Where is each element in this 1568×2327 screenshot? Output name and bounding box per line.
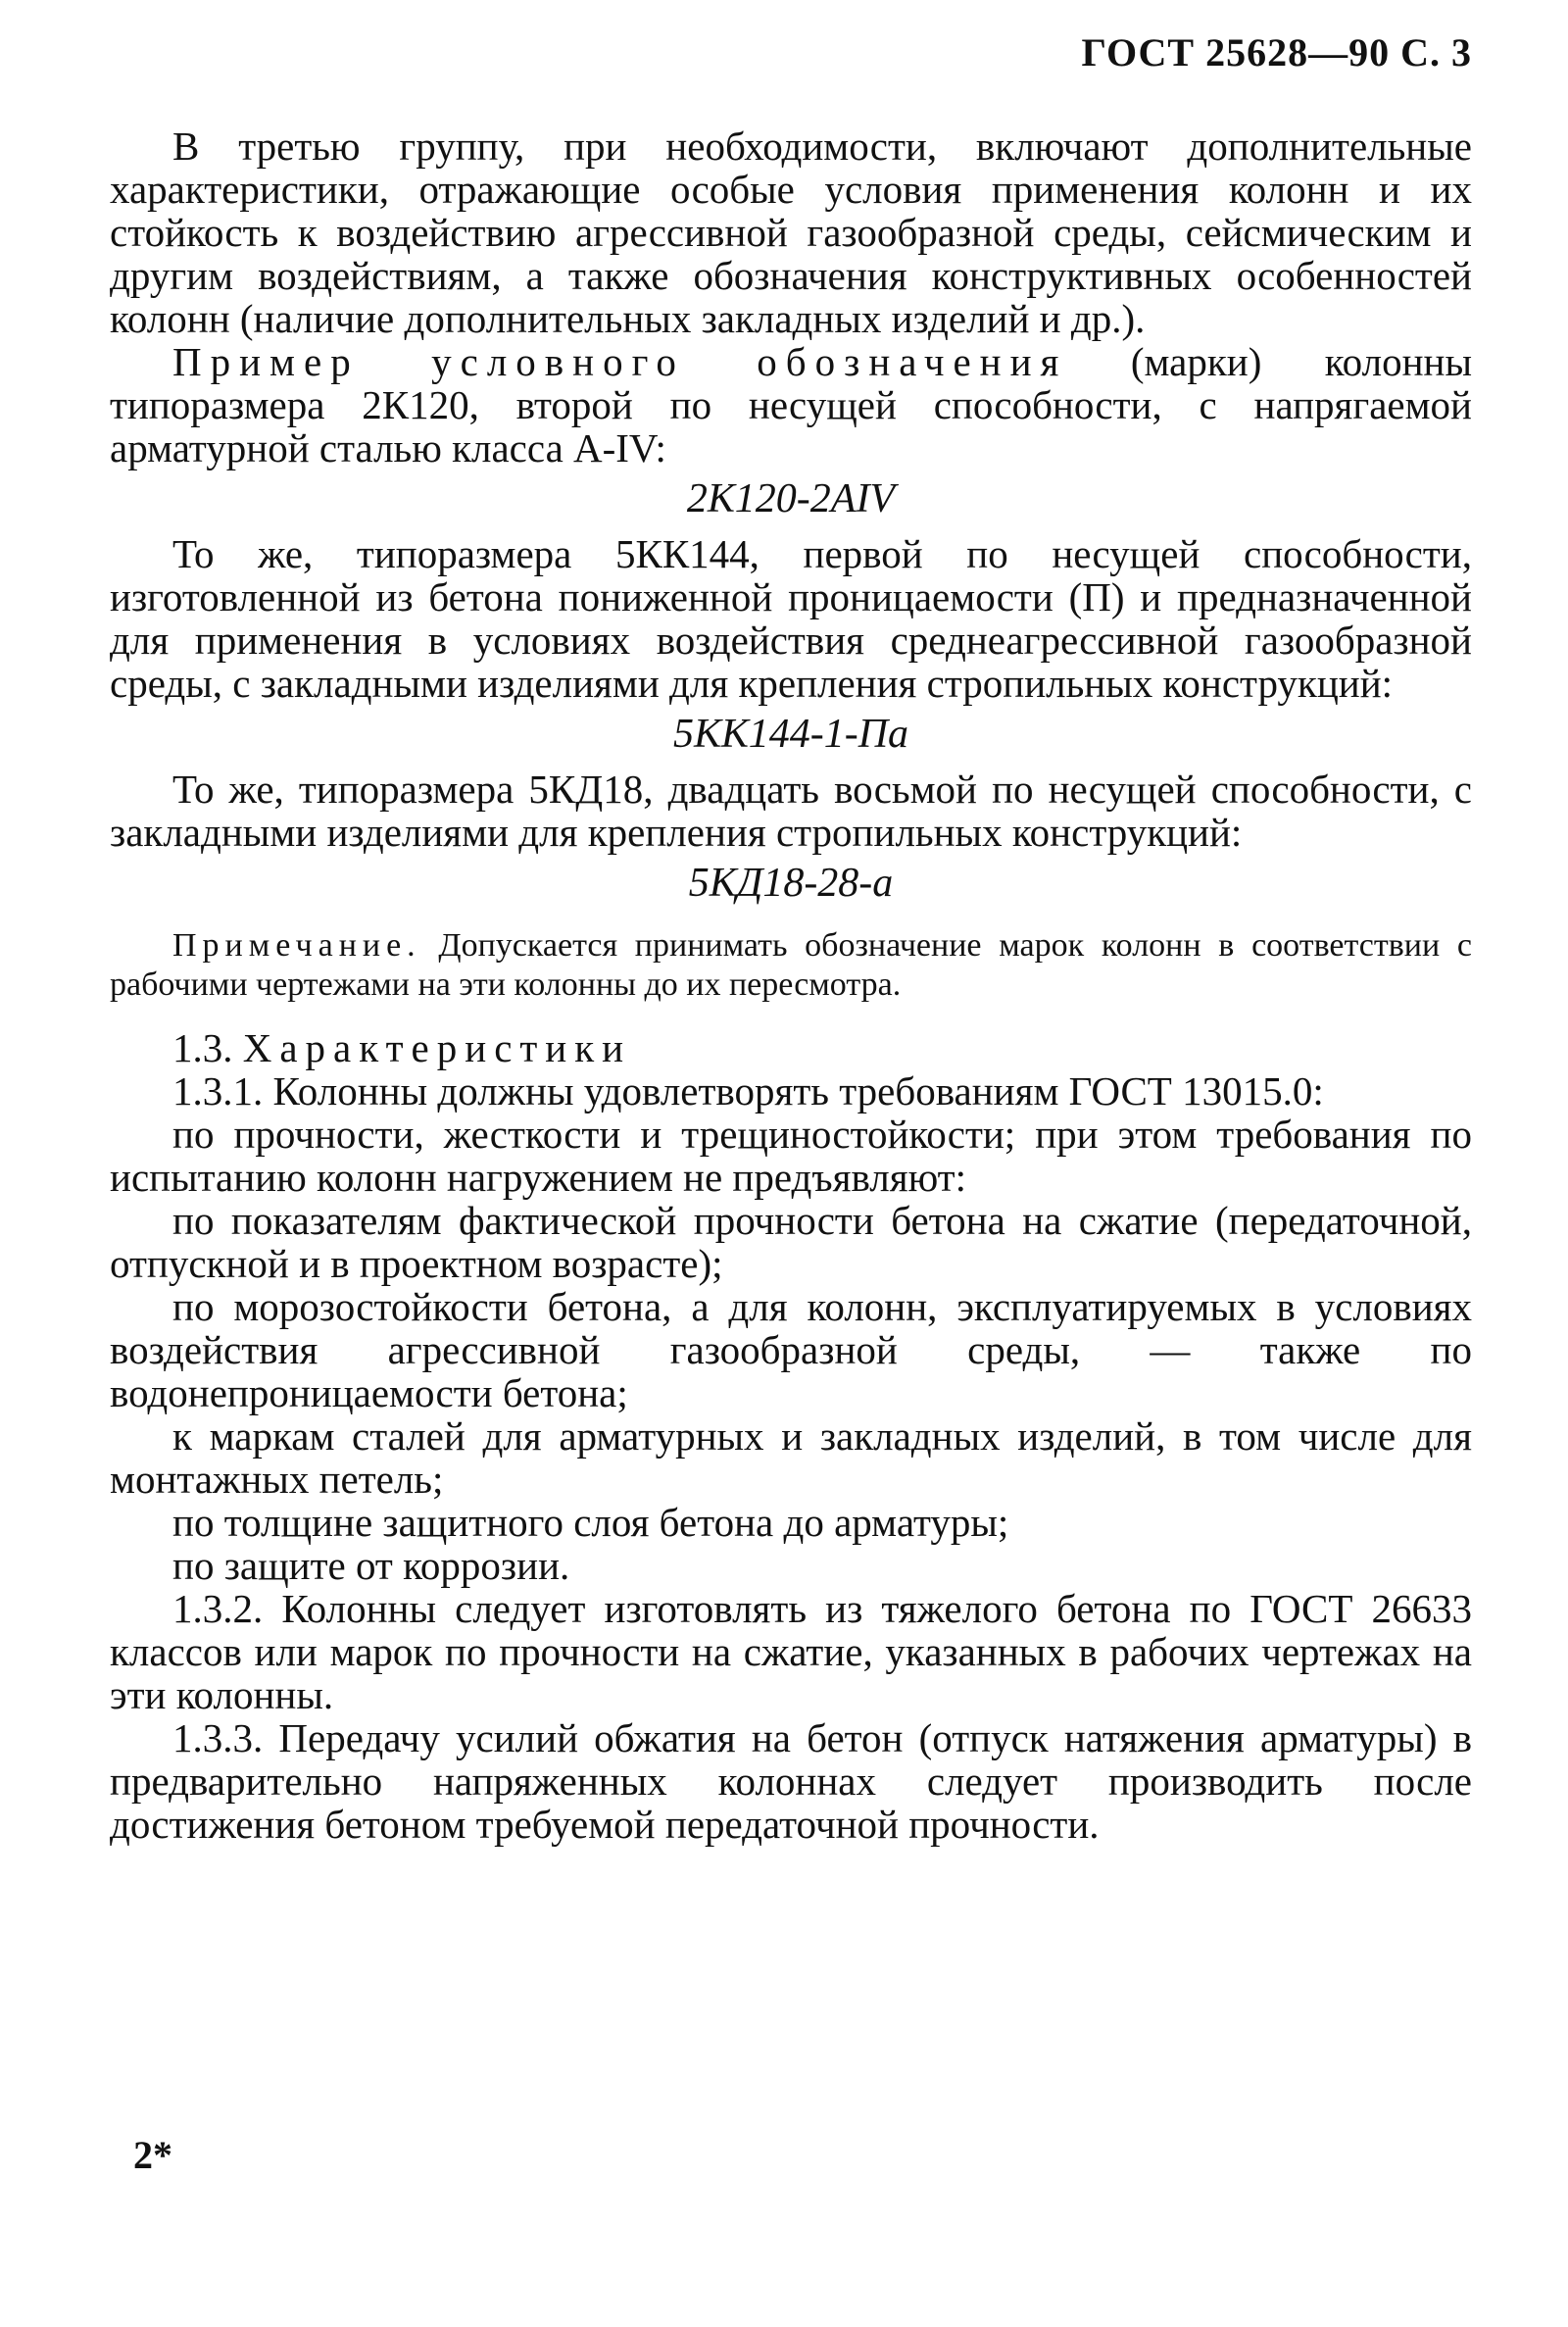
spaced-phrase: Пример условного обозначения — [172, 339, 1068, 384]
paragraph-example — [110, 340, 1472, 470]
section-heading: Характеристики — [242, 1025, 632, 1070]
note-label: Примечание. — [172, 927, 421, 964]
list-item: по защите от коррозии. — [172, 1543, 570, 1588]
list-item: по морозостойкости бетона, а для колонн, эксплуатируемых в условиях воздействия агрессивной газообразной среды, — также по водонепроницаемости бетона; — [110, 1284, 1472, 1415]
section-number: 1.3. — [172, 1025, 243, 1070]
designation-formula: 5КК144-1-Па — [672, 712, 909, 757]
note-text: Допускается принимать обозначение марок колонн в соответствии с рабочими чертежами на эти колонны до их пересмотра. — [110, 927, 1472, 1003]
designation-formula: 5КД18-28-а — [688, 861, 894, 906]
paragraph-text: (марки) колонны типоразмера 2К120, второй по несущей способности, с напрягаемой арматурной сталью класса A-IV: — [110, 339, 1472, 470]
list-item: к маркам сталей для арматурных и закладных изделий, в том числе для монтажных петель; — [110, 1413, 1472, 1502]
list-item: по толщине защитного слоя бетона до арматуры; — [172, 1500, 1009, 1545]
paragraph: 1.3.2. Колонны следует изготовлять из тяжелого бетона по ГОСТ 26633 классов или марок по прочности на сжатие, указанных в рабочих чертежах на эти колонны. — [110, 1586, 1472, 1717]
paragraph: То же, типоразмера 5КД18, двадцать восьмой по несущей способности, с закладными изделиями для крепления стропильных конструкций: — [110, 767, 1472, 855]
section-title — [110, 1026, 1472, 1069]
paragraph: В третью группу, при необходимости, включают дополнительные характеристики, отражающие особые условия применения колонн и их стойкость к воздействию агрессивной газообразной среды, сейсмическим и другим воздействиям, а также обозначения конструктивных особенностей колонн (наличие дополнительных закладных изделий и др.). — [110, 124, 1472, 341]
document-page — [110, 29, 1472, 1846]
paragraph: То же, типоразмера 5КК144, первой по несущей способности, изготовленной из бетона пониженной проницаемости (П) и предназначенной для применения в условиях воздействия среднеагрессивной газообразной среды, с закладными изделиями для крепления стропильных конструкций: — [110, 531, 1472, 706]
page-header: ГОСТ 25628—90 С. 3 — [1081, 30, 1472, 74]
designation-formula: 2К120-2AIV — [686, 476, 896, 521]
signature-mark: 2* — [133, 2133, 172, 2177]
note — [110, 926, 1472, 1005]
paragraph: 1.3.1. Колонны должны удовлетворять требованиям ГОСТ 13015.0: — [172, 1068, 1324, 1114]
list-item: по показателям фактической прочности бетона на сжатие (передаточной, отпускной и в проектном возрасте); — [110, 1198, 1472, 1286]
paragraph: 1.3.3. Передачу усилий обжатия на бетон (отпуск натяжения арматуры) в предварительно напряженных колоннах следует производить после достижения бетоном требуемой передаточной прочности. — [110, 1715, 1472, 1847]
list-item: по прочности, жесткости и трещиностойкости; при этом требования по испытанию колонн нагружением не предъявляют: — [110, 1112, 1472, 1200]
